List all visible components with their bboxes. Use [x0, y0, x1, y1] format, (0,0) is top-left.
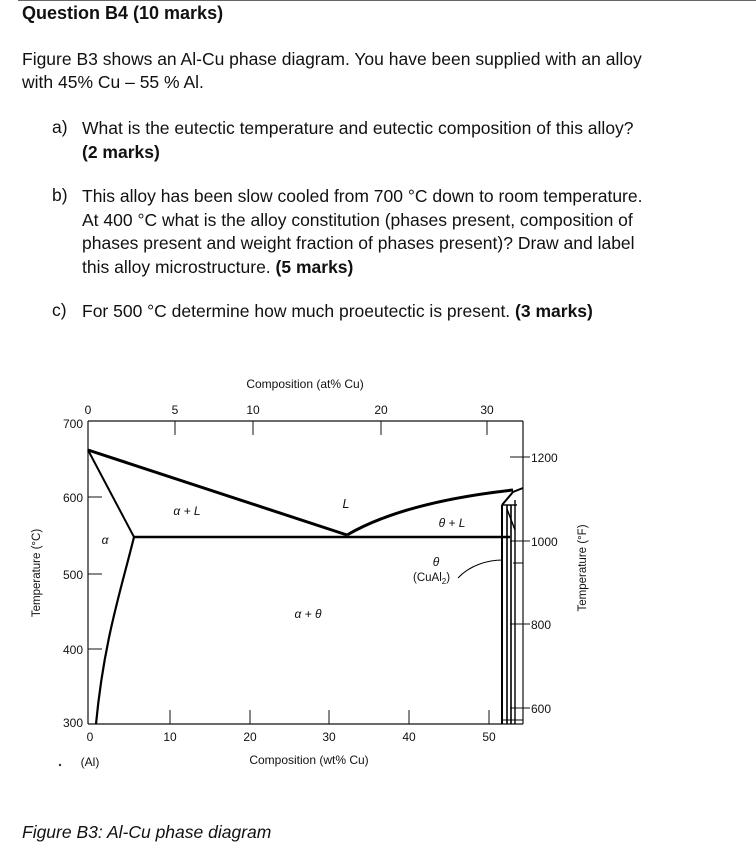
bottom-tick-label-30: 30	[322, 730, 336, 744]
right-axis-title: Temperature (°F)	[577, 524, 589, 612]
theta-formula-close: )	[446, 572, 451, 584]
label-alpha-plus-L: α + L	[173, 504, 201, 518]
part-a-text	[82, 117, 736, 164]
bottom-axis-title: Composition (wt% Cu)	[249, 753, 369, 767]
left-tick-label-300: 300	[62, 716, 83, 730]
right-tick-label-600: 600	[531, 702, 552, 716]
top-tick-label-20: 20	[374, 403, 388, 417]
bottom-tick-label-20: 20	[243, 730, 257, 744]
stray-dot	[59, 764, 61, 766]
left-tick-label-700: 700	[62, 417, 83, 431]
label-theta-formula	[413, 572, 450, 586]
al-end-label: (Al)	[80, 755, 100, 769]
top-tick-label-0: 0	[84, 403, 92, 417]
part-b-text	[82, 185, 736, 279]
alpha-solvus	[96, 537, 134, 724]
top-axis-title: Composition (at% Cu)	[246, 377, 364, 391]
part-b-line-4-text: this alloy microstructure.	[82, 256, 271, 277]
phase-diagram-svg	[0, 360, 756, 780]
part-b-letter: b)	[52, 185, 68, 205]
top-tick-label-5: 5	[171, 403, 179, 417]
part-c-letter: c)	[52, 300, 67, 320]
theta-formula-main: (CuAl	[413, 572, 442, 584]
top-ticks	[175, 421, 487, 435]
part-c-line-1-text: For 500 °C determine how much proeutectic is present.	[82, 301, 511, 321]
top-rule	[18, 0, 756, 1]
part-b-line-2: At 400 °C what is the alloy constitution (phases present, composition of	[82, 209, 633, 230]
theta-pointer	[458, 560, 503, 578]
bottom-tick-label-40: 40	[402, 730, 416, 744]
part-c-marks: (3 marks)	[515, 301, 593, 321]
right-tick-label-800: 800	[531, 618, 552, 632]
left-tick-label-600: 600	[62, 491, 83, 505]
theta-formula-sub: 2	[441, 577, 447, 586]
right-tick-label-1200: 1200	[531, 451, 558, 465]
part-c-line-1	[82, 300, 736, 324]
bottom-ticks	[170, 710, 489, 724]
part-a-line-1: What is the eutectic temperature and eutectic composition of this alloy?	[82, 118, 634, 138]
intro-line-1: Figure B3 shows an Al-Cu phase diagram. You have been supplied with an alloy	[22, 49, 642, 69]
bottom-tick-label-0: 0	[86, 730, 94, 744]
phase-diagram-figure	[0, 360, 756, 780]
part-a-letter: a)	[52, 117, 68, 137]
part-a-marks: (2 marks)	[82, 141, 160, 162]
label-liquid: L	[342, 497, 350, 511]
right-ticks	[510, 457, 530, 708]
question-intro	[22, 48, 742, 94]
part-b-line-1: This alloy has been slow cooled from 700 °C down to room temperature.	[82, 186, 643, 206]
liquidus-theta	[347, 490, 513, 535]
right-tick-label-1000: 1000	[531, 535, 558, 549]
bottom-tick-label-10: 10	[163, 730, 177, 744]
part-b-line-4	[82, 256, 736, 280]
label-alpha-plus-theta: α + θ	[294, 607, 322, 621]
figure-caption: Figure B3: Al-Cu phase diagram	[22, 822, 272, 842]
left-ticks	[88, 497, 102, 649]
left-axis-title: Temperature (°C)	[31, 528, 43, 618]
left-tick-label-500: 500	[62, 568, 83, 582]
part-b-marks: (5 marks)	[275, 256, 354, 277]
label-alpha: α	[101, 533, 109, 547]
left-tick-label-400: 400	[62, 643, 83, 657]
top-tick-label-10: 10	[246, 403, 260, 417]
phase-boundaries	[88, 450, 523, 724]
top-tick-label-30: 30	[480, 403, 494, 417]
bottom-tick-label-50: 50	[482, 730, 496, 744]
label-theta: θ	[432, 555, 440, 569]
intro-line-2: with 45% Cu – 55 % Al.	[22, 72, 204, 92]
plot-frame	[88, 421, 523, 724]
question-heading: Question B4 (10 marks)	[22, 3, 224, 23]
part-b-line-3: phases present and weight fraction of phases present)? Draw and label	[82, 233, 635, 253]
label-theta-plus-L: θ + L	[438, 516, 466, 530]
part-c-text	[82, 300, 736, 324]
